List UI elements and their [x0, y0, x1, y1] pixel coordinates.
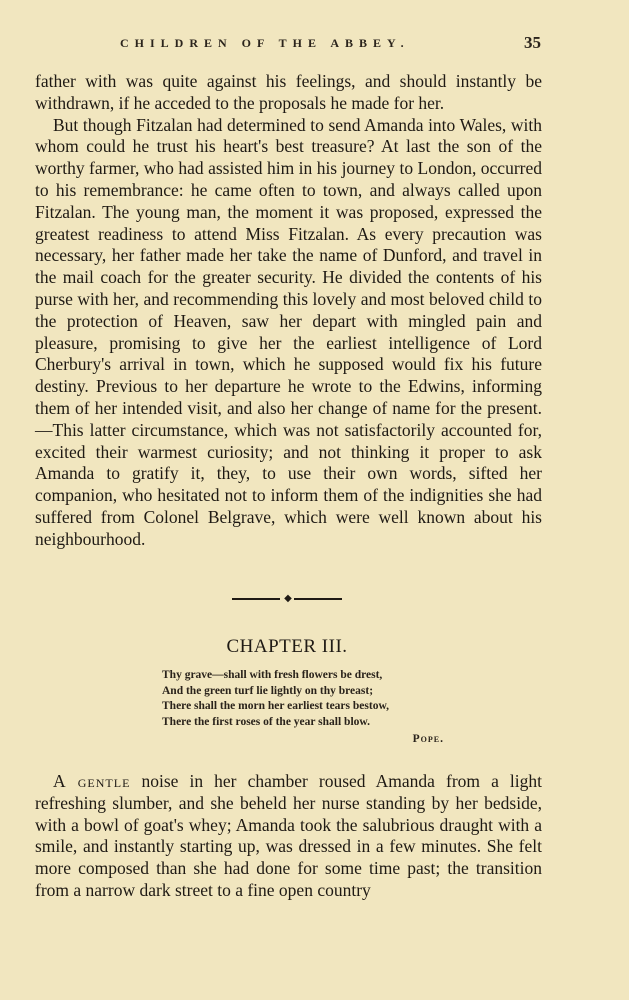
section-divider	[232, 593, 342, 604]
chapter-text	[35, 771, 542, 902]
epigraph	[162, 668, 444, 748]
page-header	[0, 33, 629, 60]
paragraph: But though Fitzalan had determined to send Amanda into Wales, with whom could he trust his heart's best treasure? At last the son of the worthy farmer, who had assisted him in his journey to London, occurred to his remembrance: he came often to town, and always called upon Fitzalan. The young man, the moment it was proposed, expressed the greatest readiness to attend Miss Fitzalan. As every precaution was necessary, her father made her take the name of Dunford, and travel in the mail coach for the greater security. He divided the contents of his purse with her, and recommending this lovely and most beloved child to the protection of Heaven, saw her depart with mingled pain and pleasure, promising to give her the earliest intelligence of Lord Cherbury's arrival in town, which he supposed would fix his future destiny. Previous to her departure he wrote to the Edwins, informing them of her intended visit, and also her change of name for the present.—This latter circumstance, which was not satisfactorily accounted for, excited their warmest curiosity; and not thinking it proper to ask Amanda to gratify it, they, to use their own words, sifted her companion, who hesitated not to inform them of the indignities she had suffered from Colonel Belgrave, which were well known about his neighbourhood.	[35, 114, 542, 549]
running-title: CHILDREN OF THE ABBEY.	[120, 36, 410, 50]
divider-line-right	[294, 598, 342, 600]
epigraph-author: Pope.	[412, 733, 444, 745]
opening-text: noise in her chamber roused Amanda from a light refreshing slumber, and she beheld her nurse standing by her bedside, with a bowl of goat's whey; Amanda took the salubrious draught with a smile, and instantly starting up, was dressed in a few minutes. She felt more composed than she had done for some time past; the transition from a narrow dark street to a fine open country	[35, 771, 543, 900]
opening-word: A gentle	[53, 771, 131, 791]
epigraph-line: There the first roses of the year shall blow.	[162, 715, 370, 728]
chapter-paragraph	[35, 771, 542, 902]
epigraph-line: And the green turf lie lightly on thy breast;	[162, 684, 374, 697]
body-text	[35, 71, 542, 551]
epigraph-line: Thy grave—shall with fresh flowers be drest,	[162, 669, 383, 681]
page-number: 35	[524, 33, 541, 52]
paragraph-continued: father with was quite against his feelings, and should instantly be withdrawn, if he acceded to the proposals he made for her.	[35, 71, 542, 113]
ornament-icon: ◆	[284, 593, 292, 604]
chapter-title: CHAPTER III.	[226, 636, 348, 657]
epigraph-line: There shall the morn her earliest tears bestow,	[162, 700, 389, 712]
divider-line-left	[232, 598, 280, 600]
